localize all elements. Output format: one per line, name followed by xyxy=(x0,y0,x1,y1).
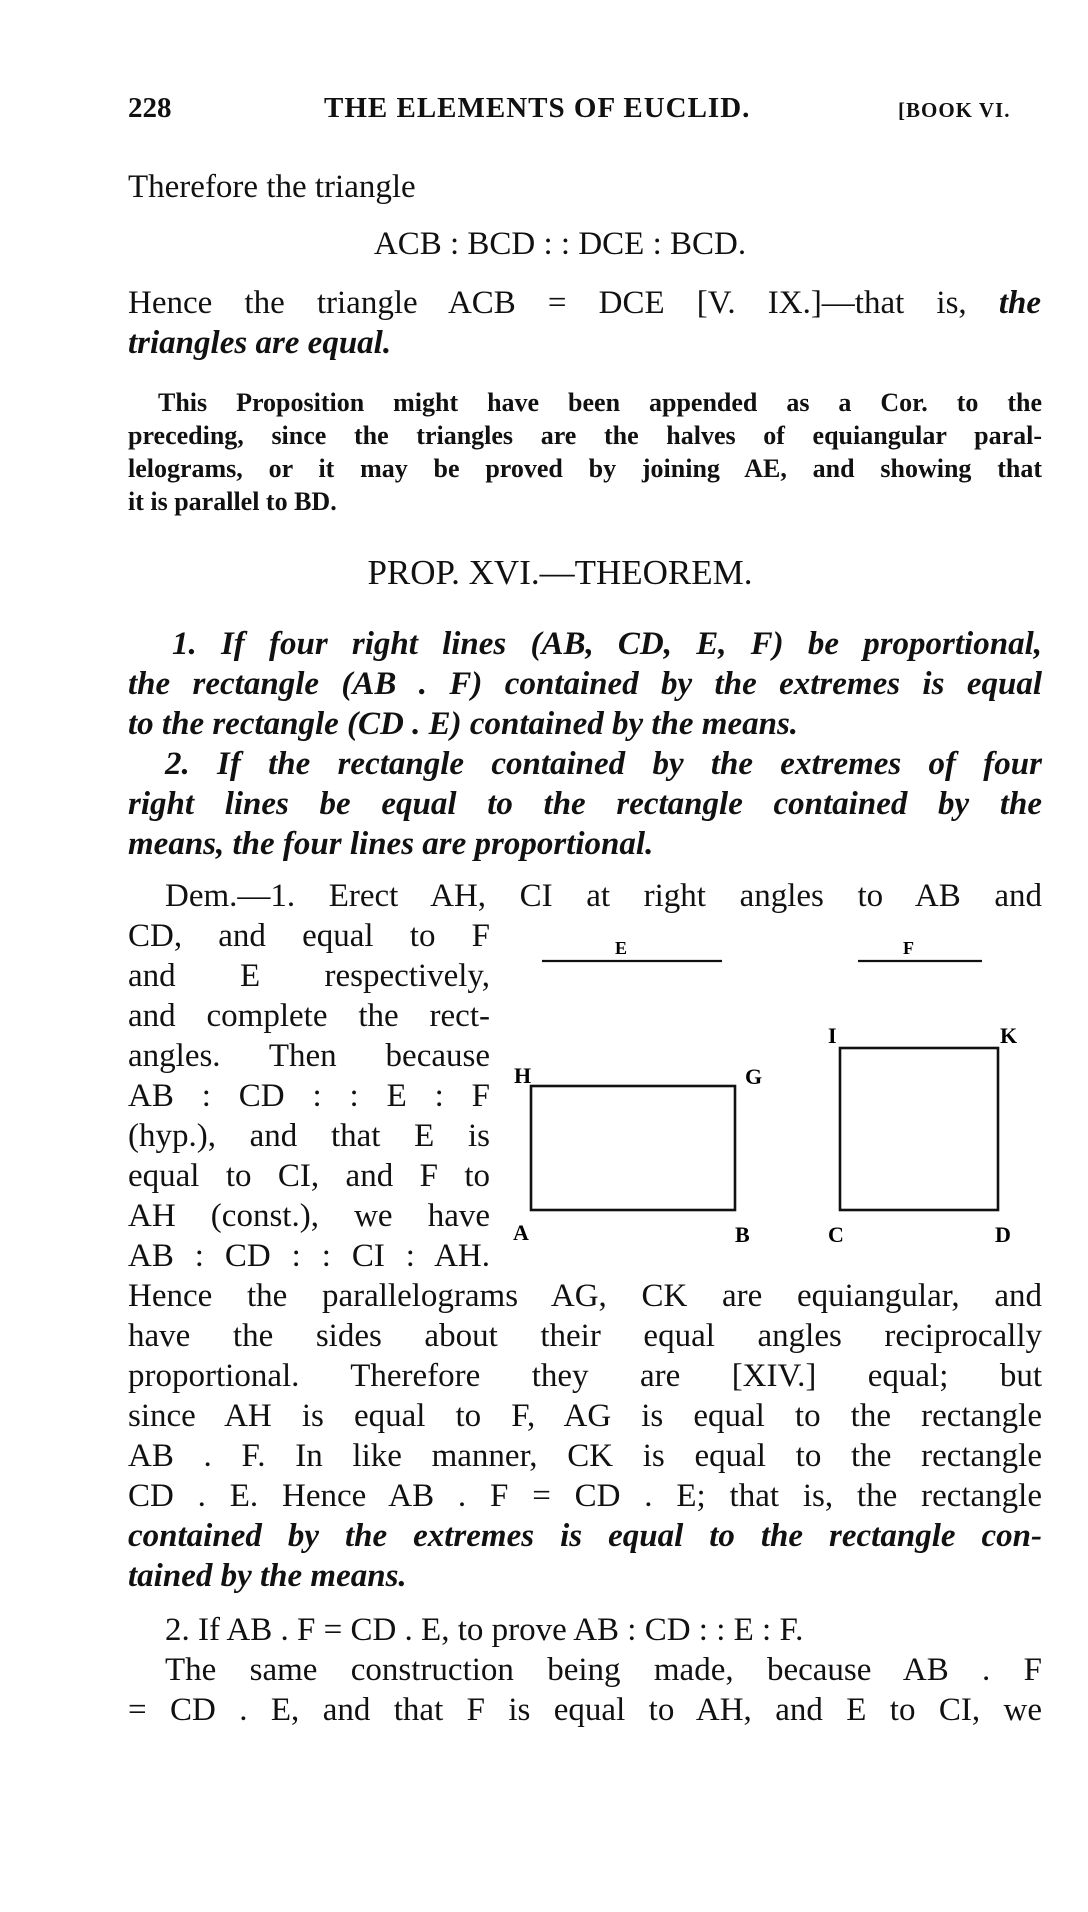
left-column-line: (hyp.), and that E is xyxy=(128,1118,490,1154)
continuation-line: have the sides about their equal angles reciprocally xyxy=(128,1318,1042,1354)
left-column-line: AH (const.), we have xyxy=(128,1198,490,1234)
left-column-line: AB : CD : : CI : AH. xyxy=(128,1238,490,1274)
label-a: A xyxy=(513,1220,529,1245)
continuation-line: since AH is equal to F, AG is equal to the rectangle xyxy=(128,1398,1042,1434)
enunciation-line: right lines be equal to the rectangle contained by the xyxy=(128,786,1042,822)
label-c: C xyxy=(828,1222,844,1247)
label-e: E xyxy=(615,938,628,958)
continuation-line: proportional. Therefore they are [XIV.] equal; but xyxy=(128,1358,1042,1394)
left-column-line: and E respectively, xyxy=(128,958,490,994)
rectangle-ag xyxy=(531,1086,735,1210)
page-number: 228 xyxy=(128,92,172,124)
note-line: lelograms, or it may be proved by joining AE, and showing that xyxy=(128,454,1042,483)
part2-line: The same construction being made, because AB . F xyxy=(165,1652,1042,1688)
book-title: THE ELEMENTS OF EUCLID. xyxy=(324,92,751,124)
label-i: I xyxy=(828,1023,837,1048)
enunciation-line: 1. If four right lines (AB, CD, E, F) be proportional, xyxy=(172,626,1042,662)
label-h: H xyxy=(514,1063,532,1088)
therefore-line: Therefore the triangle xyxy=(128,169,416,205)
continuation-line: AB . F. In like manner, CK is equal to the rectangle xyxy=(128,1438,1042,1474)
part2-line: = CD . E, and that F is equal to AH, and E to CI, we xyxy=(128,1692,1042,1728)
label-b: B xyxy=(735,1222,750,1247)
demonstration-first-line: Dem.—1. Erect AH, CI at right angles to AB and xyxy=(165,878,1042,914)
part2-statement: 2. If AB . F = CD . E, to prove AB : CD : : E : F. xyxy=(165,1612,804,1648)
continuation-line: CD . E. Hence AB . F = CD . E; that is, the rectangle xyxy=(128,1478,1042,1514)
left-column-line: angles. Then because xyxy=(128,1038,490,1074)
note-line: preceding, since the triangles are the halves of equiangular paral- xyxy=(128,421,1042,450)
continuation-line: tained by the means. xyxy=(128,1558,407,1594)
enunciation-line: 2. If the rectangle contained by the extremes of four xyxy=(165,746,1042,782)
triangles-equal-line: triangles are equal. xyxy=(128,325,392,361)
enunciation-line: to the rectangle (CD . E) contained by the means. xyxy=(128,706,799,742)
note-line: it is parallel to BD. xyxy=(128,487,337,516)
ratio-equation: ACB : BCD : : DCE : BCD. xyxy=(373,226,747,262)
book-indicator: [BOOK VI. xyxy=(898,98,1011,122)
left-column-line: and complete the rect- xyxy=(128,998,490,1034)
enunciation-line: means, the four lines are proportional. xyxy=(128,826,654,862)
note-line: This Proposition might have been appended as a Cor. to the xyxy=(158,388,1042,417)
left-column-line: AB : CD : : E : F xyxy=(128,1078,490,1114)
label-f: F xyxy=(903,938,914,958)
left-column-line: equal to CI, and F to xyxy=(128,1158,490,1194)
label-k: K xyxy=(1000,1023,1018,1048)
left-column-line: CD, and equal to F xyxy=(128,918,490,954)
rectangle-ck xyxy=(840,1048,998,1210)
proposition-heading: PROP. XVI.—THEOREM. xyxy=(367,553,753,592)
continuation-line: contained by the extremes is equal to the rectangle con- xyxy=(128,1518,1042,1554)
label-g: G xyxy=(745,1064,763,1089)
hence-line: Hence the triangle ACB = DCE [V. IX.]—that is, the xyxy=(128,285,1041,321)
continuation-line: Hence the parallelograms AG, CK are equiangular, and xyxy=(128,1278,1042,1314)
label-d: D xyxy=(995,1222,1011,1247)
enunciation-line: the rectangle (AB . F) contained by the extremes is equal xyxy=(128,666,1042,702)
